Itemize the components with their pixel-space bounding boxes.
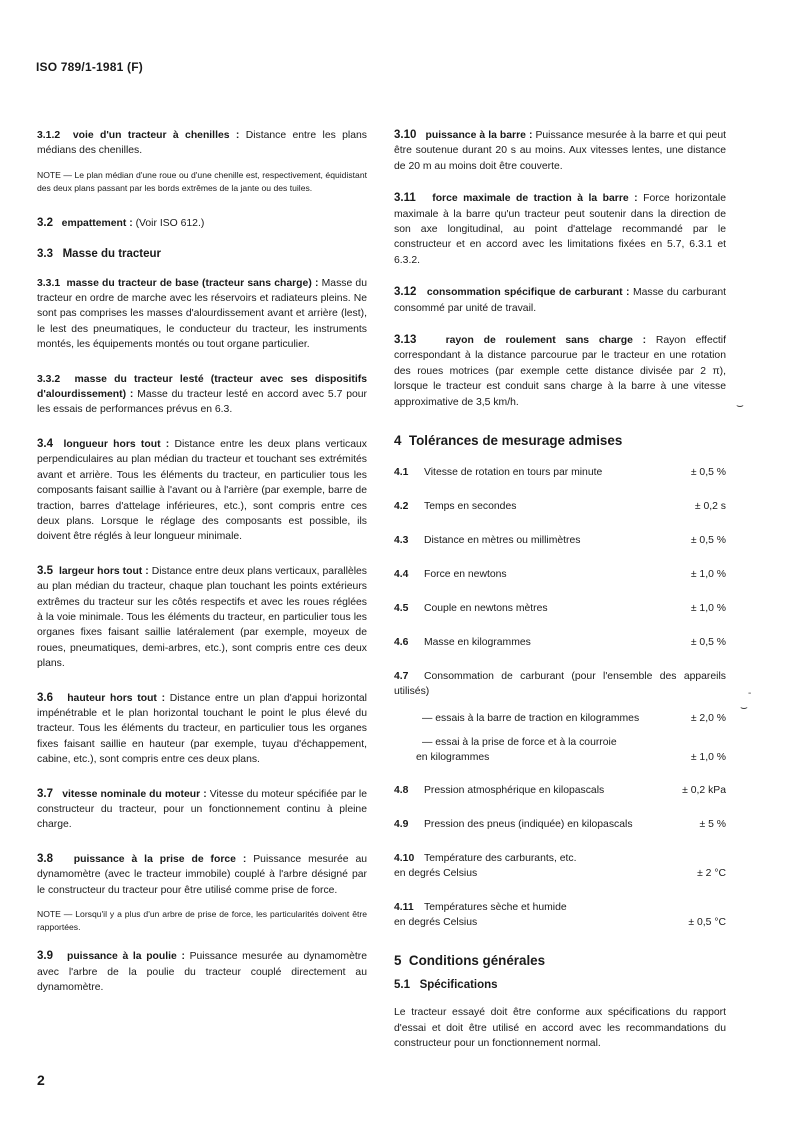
clause-3-1-2: 3.1.2 voie d'un tracteur à chenilles : Distance entre les plans médians des chenilles. [37, 130, 367, 157]
margin-mark-dash: - [748, 688, 752, 699]
tolerance-row-4-7: 4.7 Consommation de carburant (pour l'ensemble des appareils utilisés) [394, 671, 726, 698]
heading-section-5: 5 Conditions générales [394, 953, 546, 969]
tolerance-row-4-4: 4.4 Force en newtons ± 1,0 % [394, 569, 726, 581]
clause-3-2: 3.2 empattement : (Voir ISO 612.) [37, 217, 205, 230]
tolerance-row-4-8: 4.8 Pression atmosphérique en kilopascals ± 0,2 kPa [394, 785, 726, 797]
tolerance-row-4-1: 4.1 Vitesse de rotation en tours par minute ± 0,5 % [394, 467, 726, 479]
tolerance-table [394, 465, 726, 930]
heading-5-1: 5.1 Spécifications [394, 979, 498, 992]
left-column [37, 128, 367, 996]
clause-3-3-2: 3.3.2 masse du tracteur lesté (tracteur avec ses dispositifs d'alourdissement) : Masse du tracteur lesté en accord avec 5.7 pour les essais de performances prévus en 6.3. [37, 373, 367, 416]
heading-3-3: 3.3 Masse du tracteur [37, 247, 162, 260]
clause-3-13: 3.13 rayon de roulement sans charge : Rayon effectif correspondant à la distance parcourue par le tracteur en une rotation des roues motrices (par exemple cette distance divisée par 2 π), lorsque le tracteur est conduit sans charge à la barre à une vitesse approximative de 3,5 km/h. [394, 334, 726, 408]
tolerance-row-4-7-b: — essai à la prise de force et à la courroie en kilogrammes ± 1,0 % [416, 737, 726, 764]
tolerance-row-4-5: 4.5 Couple en newtons mètres ± 1,0 % [394, 603, 726, 615]
document-id: ISO 789/1-1981 (F) [36, 60, 143, 74]
right-column [394, 128, 726, 1051]
margin-mark-top: ⌣ [736, 398, 744, 412]
clause-3-4: 3.4 longueur hors tout : Distance entre les deux plans verticaux perpendiculaires au plan médian du tracteur et touchant ses extrémités avant et arrière. Tous les éléments du tracteur, en particulier tous les composants faisant saillie à l'avant ou à l'arrière (par exemple, barre de traction, barres d'attelage inférieures, etc.), sont compris entre ces deux plans. Lorsque le réglage des composants est possible, ils doivent être réglés à leur longueur minimale. [37, 437, 368, 543]
note-wheel-plane: NOTE — Le plan médian d'une roue ou d'une chenille est, respectivement, équidistant des deux plans passant par les bords extrêmes de la jante ou des tuiles. [37, 169, 367, 194]
clause-3-12: 3.12 consommation spécifique de carburant : Masse du carburant consommé par unité de travail. [394, 286, 726, 314]
tolerance-row-4-11: 4.11 Températures sèche et humide en degrés Celsius ± 0,5 °C [394, 902, 726, 929]
tolerance-row-4-3: 4.3 Distance en mètres ou millimètres ± 0,5 % [394, 535, 726, 547]
clause-3-3-1: 3.3.1 masse du tracteur de base (tracteur sans charge) : Masse du tracteur en ordre de marche avec les réservoirs et radiateurs pleins. Ne sont pas comprises les masses d'alourdissement avant et arrière (lest), le lest des pneumatiques, le conducteur du tracteur, les instruments montés, les équipements montés ou tout organe particulier. [37, 277, 367, 351]
tolerance-row-4-7-a: — essais à la barre de traction en kilogrammes ± 2,0 % [422, 713, 726, 725]
tolerance-row-4-10: 4.10 Température des carburants, etc. en degrés Celsius ± 2 °C [394, 853, 726, 880]
clause-3-11: 3.11 force maximale de traction à la barre : Force horizontale maximale à la barre qu'un tracteur peut soutenir dans la direction de son axe longitudinal, au point d'attelage recommandé par le constructeur et en accord avec les limitations fixées en 5.7, 6.3.1 et 6.3.2. [394, 192, 727, 266]
clause-3-6: 3.6 hauteur hors tout : Distance entre un plan d'appui horizontal impénétrable et le plan horizontal touchant le point le plus élevé du tracteur. Tous les éléments du tracteur, en particulier tous les organes fixes faisant saillie en hauteur (par exemple, tuyau d'échappement, cabine, etc.), sont compris entre ces deux plans. [37, 691, 367, 766]
tolerance-row-4-9: 4.9 Pression des pneus (indiquée) en kilopascals ± 5 % [394, 819, 726, 831]
clause-3-10: 3.10 puissance à la barre : Puissance mesurée à la barre et qui peut être soutenue durant 20 s au moins. Aux vitesses lentes, une distance de 20 m au moins doit être couverte. [394, 129, 727, 172]
clause-3-8: 3.8 puissance à la prise de force : Puissance mesurée au dynamomètre (avec le tracteur immobile) couplé à l'arbre désigné par le constructeur du tracteur pour être utilisé comme prise de force. [37, 852, 367, 896]
margin-mark-bottom: ⌣ [740, 700, 748, 714]
tolerance-row-4-2: 4.2 Temps en secondes ± 0,2 s [394, 501, 726, 513]
clause-5-1-body: Le tracteur essayé doit être conforme aux spécifications du rapport d'essai et doit être utilisé en accord avec les recommandations du constructeur pour un fonctionnement normal. [394, 1007, 726, 1049]
clause-3-5: 3.5 largeur hors tout : Distance entre deux plans verticaux, parallèles au plan médian du tracteur, chaque plan touchant les points extérieurs extrêmes du tracteur sur les côtés respectifs et avec les roues réglées à la voie minimale. Tous les éléments du tracteur, en particulier tous les organes fixes faisant saillie latéralement (par exemple, moyeux de roues, pneumatiques, demi-arbres, etc.), sont compris entre ces deux plans. [37, 564, 367, 670]
heading-section-4: 4 Tolérances de mesurage admises [394, 433, 623, 449]
page-number: 2 [37, 1072, 45, 1088]
clause-3-7: 3.7 vitesse nominale du moteur : Vitesse du moteur spécifiée par le constructeur du tracteur, pour un fonctionnement continu à pleine charge. [37, 787, 367, 831]
tolerance-row-4-6: 4.6 Masse en kilogrammes ± 0,5 % [394, 637, 726, 649]
clause-3-9: 3.9 puissance à la poulie : Puissance mesurée au dynamomètre avec l'arbre de la poulie du tracteur couplé directement au dynamomètre. [37, 950, 367, 994]
note-pto-shafts: NOTE — Lorsqu'il y a plus d'un arbre de prise de force, les particularités doivent être rapportées. [37, 909, 367, 933]
